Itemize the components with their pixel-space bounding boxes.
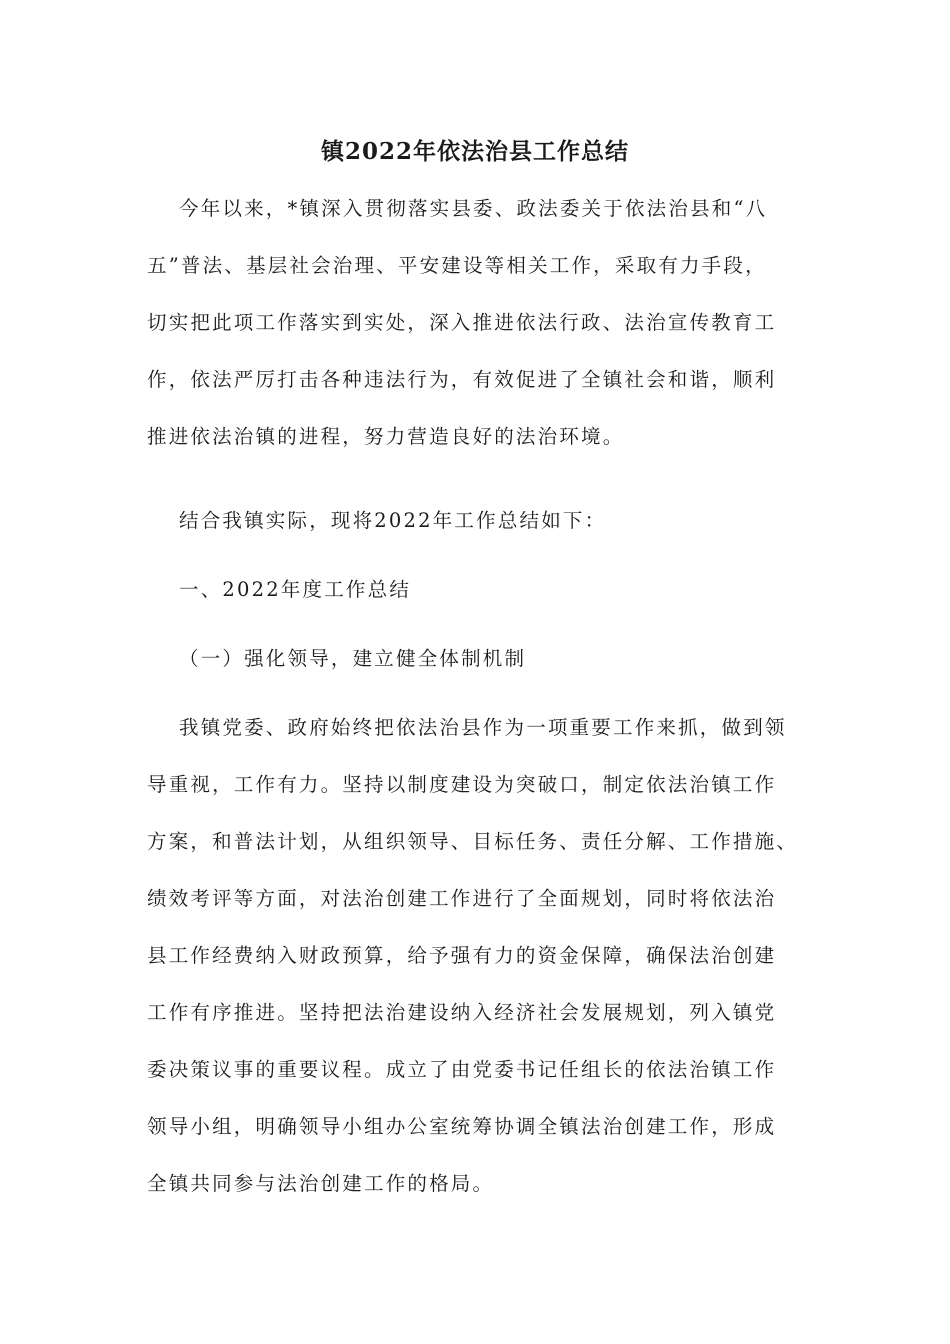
intro-paragraph [147, 180, 827, 465]
paragraph-line: 我镇党委、政府始终把依法治县作为一项重要工作来抓，做到领 [179, 716, 787, 739]
paragraph-line: 工作有序推进。坚持把法治建设纳入经济社会发展规划，列入镇党 [147, 1001, 777, 1024]
paragraph-line: 方案，和普法计划，从组织领导、目标任务、责任分解、工作措施、 [147, 830, 799, 853]
section-heading-text: 一、2022年度工作总结 [179, 578, 412, 601]
paragraph-line: 全镇共同参与法治创建工作的格局。 [147, 1172, 495, 1195]
transition-paragraph [147, 492, 827, 549]
document-title: 镇2022年依法治县工作总结 [320, 138, 629, 165]
subsection-heading [147, 630, 827, 687]
body-paragraph [147, 699, 827, 1212]
paragraph-line: 导重视，工作有力。坚持以制度建设为突破口，制定依法治镇工作 [147, 773, 777, 796]
section-heading [147, 561, 827, 618]
paragraph-line: 县工作经费纳入财政预算，给予强有力的资金保障，确保法治创建 [147, 944, 777, 967]
paragraph-line: 推进依法治镇的进程，努力营造良好的法治环境。 [147, 425, 625, 448]
paragraph-line: 五”普法、基层社会治理、平安建设等相关工作，采取有力手段， [147, 254, 767, 277]
paragraph-line: 今年以来，*镇深入贯彻落实县委、政法委关于依法治县和“八 [179, 197, 768, 220]
paragraph-line: 作，依法严厉打击各种违法行为，有效促进了全镇社会和谐，顺利 [147, 368, 777, 391]
subsection-heading-text: （一）强化领导，建立健全体制机制 [179, 647, 527, 670]
paragraph-line: 绩效考评等方面，对法治创建工作进行了全面规划，同时将依法治 [147, 887, 777, 910]
paragraph-line: 切实把此项工作落实到实处，深入推进依法行政、法治宣传教育工 [147, 311, 777, 334]
paragraph-line: 领导小组，明确领导小组办公室统筹协调全镇法治创建工作，形成 [147, 1115, 777, 1138]
paragraph-line: 委决策议事的重要议程。成立了由党委书记任组长的依法治镇工作 [147, 1058, 777, 1081]
paragraph-line: 结合我镇实际，现将2022年工作总结如下： [179, 509, 607, 532]
